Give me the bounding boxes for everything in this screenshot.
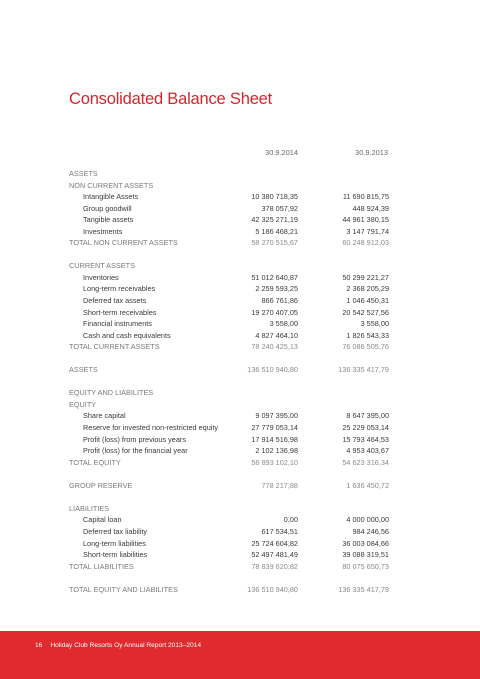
section-heading-equity-and-liabilities: EQUITY AND LIABILITES [69, 388, 154, 398]
table-row: Tangible assets 42 325 271,19 44 961 380,15 [83, 215, 389, 225]
column-header-2013: 30.9.2013 [355, 148, 388, 157]
section-heading-assets: ASSETS [69, 169, 98, 178]
table-row: Share capital 9 097 395,00 8 647 395,00 [83, 411, 389, 421]
table-row: Long-term liabilities 25 724 604,82 36 003 084,66 [83, 538, 389, 548]
table-row: Long-term receivables 2 259 593,25 2 368 205,29 [83, 284, 389, 294]
spacer [69, 376, 389, 388]
total-row-group-reserve: GROUP RESERVE 778 217,88 1 636 450,72 [69, 480, 389, 490]
spacer [69, 491, 389, 503]
total-row-non-current-assets: TOTAL NON CURRENT ASSETS 58 270 515,67 60 248 912,03 [69, 238, 389, 248]
section-heading-liabilities: LIABILITIES [69, 503, 110, 513]
table-row: Intangible Assets 10 380 718,35 11 690 815,75 [83, 192, 389, 202]
table-row: Investments 5 186 468,21 3 147 791,74 [83, 226, 389, 236]
total-row-assets: ASSETS 136 510 940,80 136 335 417,79 [69, 365, 389, 375]
table-row: Capital loan 0,00 4 000 000,00 [83, 515, 389, 525]
section-heading-equity: EQUITY [69, 399, 97, 409]
table-row: Group goodwill 378 057,92 448 924,39 [83, 203, 389, 213]
section-heading-non-current-assets: NON CURRENT ASSETS [69, 180, 154, 190]
total-row-current-assets: TOTAL CURRENT ASSETS 78 240 425,13 76 086 505,76 [69, 342, 389, 352]
total-row-equity: TOTAL EQUITY 56 893 102,10 54 623 316,34 [69, 457, 389, 467]
footer-bar [0, 631, 480, 679]
table-row: Profit (loss) for the financial year 2 102 136,98 4 953 403,67 [83, 446, 389, 456]
footer-caption: Holiday Club Resorts Oy Annual Report 2013–2014 [50, 642, 201, 649]
table-row: Deferred tax liability 617 534,51 984 246,56 [83, 526, 389, 536]
spacer [69, 468, 389, 480]
spacer [69, 572, 389, 584]
page-number: 16 [35, 642, 43, 649]
column-header-2014: 30.9.2014 [265, 148, 298, 157]
total-row-liabilities: TOTAL LIABILITIES 78 839 620,82 80 075 650,73 [69, 561, 389, 571]
table-row: Reserve for invested non-restricted equity 27 779 053,14 25 229 053,14 [83, 423, 389, 433]
table-row: Financial instruments 3 558,00 3 558,00 [83, 319, 389, 329]
total-row-equity-and-liabilities: TOTAL EQUITY AND LIABILITES 136 510 940,80 136 335 417,79 [69, 584, 389, 594]
table-row: Inventories 51 012 640,87 50 299 221,27 [83, 272, 389, 282]
spacer [69, 249, 389, 261]
table-row: Cash and cash equivalents 4 827 464,10 1 826 543,33 [83, 330, 389, 340]
table-row: Deferred tax assets 866 761,86 1 046 450,31 [83, 296, 389, 306]
page-title: Consolidated Balance Sheet [69, 90, 273, 108]
table-row: Short-term liabilities 52 497 481,49 39 088 319,51 [83, 550, 389, 560]
section-heading-current-assets: CURRENT ASSETS [69, 261, 135, 271]
balance-sheet-table [69, 168, 389, 595]
table-row: Short-term receivables 19 270 407,05 20 542 527,56 [83, 307, 389, 317]
spacer [69, 353, 389, 365]
footer-text [35, 642, 201, 649]
table-row: Profit (loss) from previous years 17 914 516,98 15 793 464,53 [83, 434, 389, 444]
